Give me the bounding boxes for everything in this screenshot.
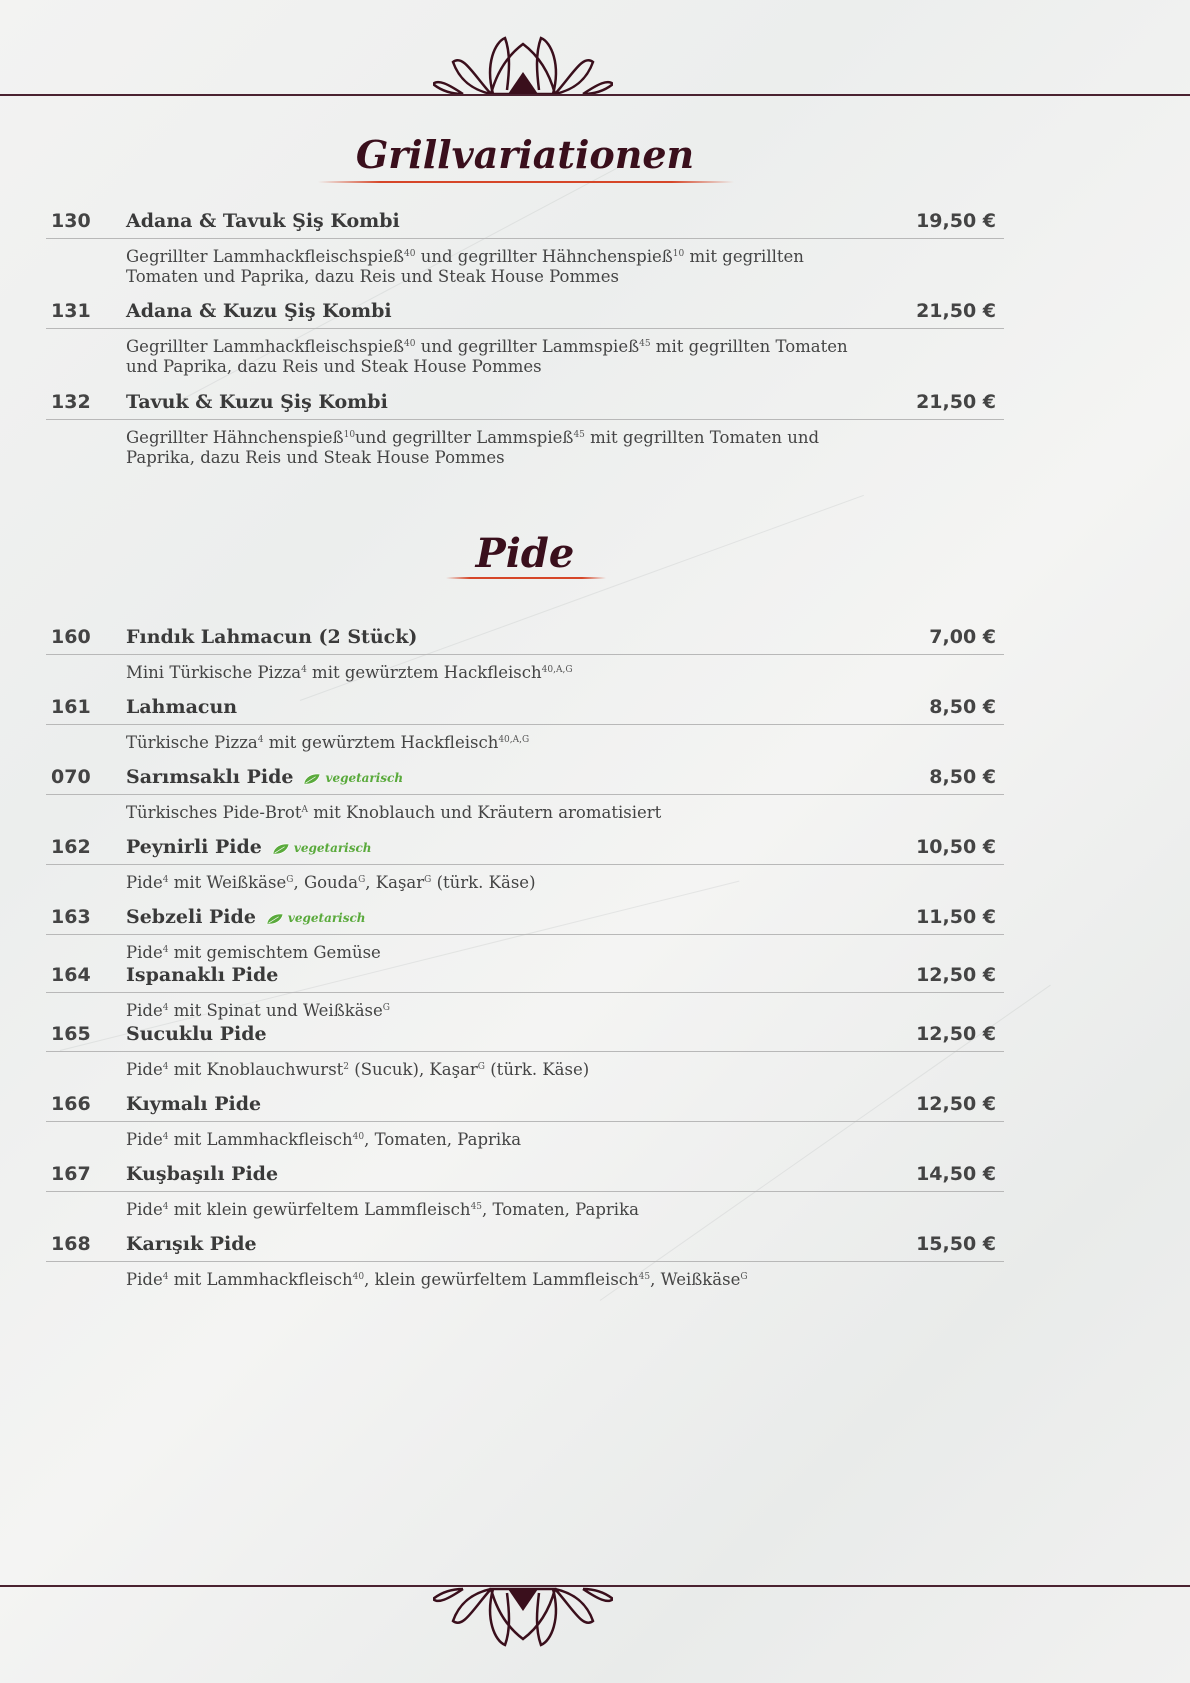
description-text: und gegrillter Lammspieß [415, 337, 640, 356]
menu-item-header [46, 834, 1004, 865]
item-name: Karışık Pide [126, 1233, 257, 1255]
leaf-icon [303, 773, 321, 785]
allergen-code: 4 [301, 665, 307, 675]
menu-item-header [46, 208, 1004, 239]
menu-item [46, 624, 1004, 683]
item-name-wrapper [126, 210, 400, 232]
menu-item [46, 389, 1004, 468]
allergen-code: 40 [404, 249, 416, 259]
description-text: mit Lammhackfleisch [168, 1130, 353, 1149]
description-text: Mini Türkische Pizza [126, 663, 302, 682]
lotus-ornament-icon [433, 34, 613, 96]
item-name: Adana & Tavuk Şiş Kombi [126, 210, 400, 232]
description-text: , Tomaten, Paprika [364, 1130, 522, 1149]
menu-item [46, 904, 1004, 963]
item-number: 167 [51, 1163, 91, 1185]
description-text: (türk. Käse) [485, 1060, 590, 1079]
item-number: 161 [51, 696, 91, 718]
description-text: mit Knoblauch und Kräutern aromatisiert [307, 803, 662, 822]
menu-item-header [46, 962, 1004, 993]
item-name-wrapper [126, 836, 372, 858]
description-text: mit Knoblauchwurst [168, 1060, 344, 1079]
menu-item-header [46, 764, 1004, 795]
item-description [126, 998, 856, 1021]
item-description [126, 425, 856, 468]
item-price: 7,00 € [929, 626, 996, 648]
item-number: 165 [51, 1023, 91, 1045]
item-number: 163 [51, 906, 91, 928]
item-price: 12,50 € [916, 964, 996, 986]
item-number: 132 [51, 391, 91, 413]
top-rule [0, 94, 1190, 96]
description-text: Gegrillter Lammhackfleischspieß [126, 247, 405, 266]
vegetarian-badge [272, 841, 372, 855]
item-price: 12,50 € [916, 1023, 996, 1045]
description-text: , klein gewürfeltem Lammfleisch [364, 1270, 639, 1289]
menu-item [46, 1091, 1004, 1150]
description-text: Türkische Pizza [126, 733, 258, 752]
vegetarian-label: vegetarisch [287, 911, 366, 925]
item-number: 166 [51, 1093, 91, 1115]
description-text: Pide [126, 1270, 163, 1289]
item-name: Peynirli Pide [126, 836, 262, 858]
allergen-code: G [358, 875, 366, 885]
description-text: , Weißkäse [650, 1270, 741, 1289]
allergen-code: 4 [162, 1132, 169, 1142]
allergen-code: A [301, 805, 308, 815]
description-text: mit gegrillten Tomaten und Paprika, dazu Reis und Steak House Pommes [126, 247, 804, 286]
allergen-code: 40 [352, 1132, 365, 1142]
item-description [126, 1057, 856, 1080]
description-text: mit Spinat und Weißkäse [168, 1001, 383, 1020]
description-text: mit gegrillten Tomaten und Paprika, dazu Reis und Steak House Pommes [126, 337, 848, 376]
allergen-code: 40,A,G [498, 735, 530, 745]
description-text: Pide [126, 1130, 163, 1149]
menu-item [46, 834, 1004, 893]
allergen-code: 4 [162, 875, 169, 885]
description-text: Pide [126, 873, 163, 892]
item-price: 12,50 € [916, 1093, 996, 1115]
item-name-wrapper [126, 696, 237, 718]
item-price: 21,50 € [916, 300, 996, 322]
item-name-wrapper [126, 391, 388, 413]
description-text: mit gewürztem Hackfleisch [263, 733, 499, 752]
section-title-pide: Pide [475, 530, 575, 577]
item-price: 21,50 € [916, 391, 996, 413]
item-name: Fındık Lahmacun (2 Stück) [126, 626, 418, 648]
allergen-code: 45 [639, 339, 651, 349]
allergen-code: 4 [162, 945, 169, 955]
item-description [126, 1127, 856, 1150]
menu-item-header [46, 1021, 1004, 1052]
allergen-code: 4 [162, 1003, 169, 1013]
item-name: Sucuklu Pide [126, 1023, 267, 1045]
item-price: 19,50 € [916, 210, 996, 232]
item-price: 14,50 € [916, 1163, 996, 1185]
menu-item-header [46, 1091, 1004, 1122]
allergen-code: 45 [470, 1202, 483, 1212]
allergen-code: 10 [343, 430, 356, 440]
title-underline [318, 181, 734, 183]
description-text: Pide [126, 1200, 163, 1219]
description-text: (Sucuk), Kaşar [349, 1060, 478, 1079]
description-text: Pide [126, 1060, 163, 1079]
item-name: Sebzeli Pide [126, 906, 256, 928]
allergen-code: 4 [162, 1202, 169, 1212]
allergen-code: 4 [162, 1062, 169, 1072]
allergen-code: 2 [343, 1062, 350, 1072]
description-text: und gegrillter Lammspieß [355, 428, 574, 447]
description-text: Gegrillter Lammhackfleischspieß [126, 337, 405, 356]
menu-item-header [46, 694, 1004, 725]
item-name: Kıymalı Pide [126, 1093, 262, 1115]
item-number: 168 [51, 1233, 91, 1255]
description-text: und gegrillter Hähnchenspieß [415, 247, 673, 266]
vegetarian-label: vegetarisch [293, 841, 372, 855]
menu-item-header [46, 389, 1004, 420]
item-name-wrapper [126, 626, 417, 648]
item-name: Tavuk & Kuzu Şiş Kombi [126, 391, 388, 413]
item-description [126, 870, 856, 893]
item-price: 8,50 € [929, 696, 996, 718]
item-name: Ispanaklı Pide [126, 964, 279, 986]
description-text: mit Weißkäse [168, 873, 287, 892]
menu-item [46, 764, 1004, 823]
item-name-wrapper [126, 300, 392, 322]
item-number: 130 [51, 210, 91, 232]
menu-item-header [46, 298, 1004, 329]
item-description [126, 1197, 856, 1220]
allergen-code: 45 [638, 1272, 651, 1282]
item-description [126, 1267, 856, 1290]
description-text: , Kaşar [365, 873, 425, 892]
vegetarian-badge [266, 911, 366, 925]
item-name: Adana & Kuzu Şiş Kombi [126, 300, 392, 322]
item-name: Lahmacun [126, 696, 238, 718]
item-name: Sarımsaklı Pide [126, 766, 294, 788]
allergen-code: G [477, 1062, 485, 1072]
item-name-wrapper [126, 1093, 261, 1115]
allergen-code: G [382, 1003, 390, 1013]
item-number: 164 [51, 964, 91, 986]
allergen-code: 4 [257, 735, 264, 745]
item-price: 15,50 € [916, 1233, 996, 1255]
description-text: Pide [126, 943, 163, 962]
vegetarian-badge [303, 771, 403, 785]
description-text: mit gemischtem Gemüse [168, 943, 381, 962]
item-description [126, 244, 856, 287]
item-name-wrapper [126, 1163, 278, 1185]
allergen-code: G [424, 875, 432, 885]
item-price: 10,50 € [916, 836, 996, 858]
description-text: mit gewürztem Hackfleisch [306, 663, 542, 682]
menu-item-header [46, 904, 1004, 935]
item-number: 070 [51, 766, 91, 788]
description-text: Gegrillter Hähnchenspieß [126, 428, 344, 447]
menu-item [46, 1161, 1004, 1220]
item-price: 8,50 € [929, 766, 996, 788]
vegetarian-label: vegetarisch [325, 771, 404, 785]
allergen-code: G [286, 875, 294, 885]
allergen-code: 40 [404, 339, 416, 349]
allergen-code: 4 [162, 1272, 169, 1282]
description-text: , Tomaten, Paprika [482, 1200, 639, 1219]
title-underline [446, 577, 606, 579]
item-description [126, 660, 856, 683]
description-text: Türkisches Pide-Brot [126, 803, 302, 822]
description-text: , Gouda [293, 873, 359, 892]
item-name: Kuşbaşılı Pide [126, 1163, 279, 1185]
item-name-wrapper [126, 1023, 267, 1045]
allergen-code: 10 [672, 249, 685, 259]
item-price: 11,50 € [916, 906, 996, 928]
allergen-code: G [740, 1272, 748, 1282]
lotus-ornament-icon [433, 1587, 613, 1649]
menu-item-header [46, 1231, 1004, 1262]
menu-item [46, 208, 1004, 287]
description-text: (türk. Käse) [431, 873, 536, 892]
allergen-code: 40,A,G [541, 665, 573, 675]
item-number: 162 [51, 836, 91, 858]
menu-item [46, 1021, 1004, 1080]
menu-item [46, 1231, 1004, 1290]
menu-item [46, 962, 1004, 1021]
menu-item-header [46, 1161, 1004, 1192]
description-text: Pide [126, 1001, 163, 1020]
item-name-wrapper [126, 964, 278, 986]
item-name-wrapper [126, 1233, 257, 1255]
section-title-grill: Grillvariationen [355, 132, 695, 177]
menu-item [46, 694, 1004, 753]
menu-item-header [46, 624, 1004, 655]
item-description [126, 334, 856, 377]
leaf-icon [266, 913, 284, 925]
allergen-code: 45 [573, 430, 585, 440]
description-text: mit gegrillten Tomaten und Paprika, dazu Reis und Steak House Pommes [126, 428, 820, 467]
item-number: 131 [51, 300, 91, 322]
item-name-wrapper [126, 906, 366, 928]
menu-item [46, 298, 1004, 377]
item-name-wrapper [126, 766, 403, 788]
allergen-code: 40 [352, 1272, 365, 1282]
item-description [126, 730, 856, 753]
description-text: mit Lammhackfleisch [168, 1270, 353, 1289]
item-description [126, 940, 856, 963]
item-description [126, 800, 856, 823]
leaf-icon [272, 843, 290, 855]
description-text: mit klein gewürfeltem Lammfleisch [168, 1200, 471, 1219]
item-number: 160 [51, 626, 91, 648]
